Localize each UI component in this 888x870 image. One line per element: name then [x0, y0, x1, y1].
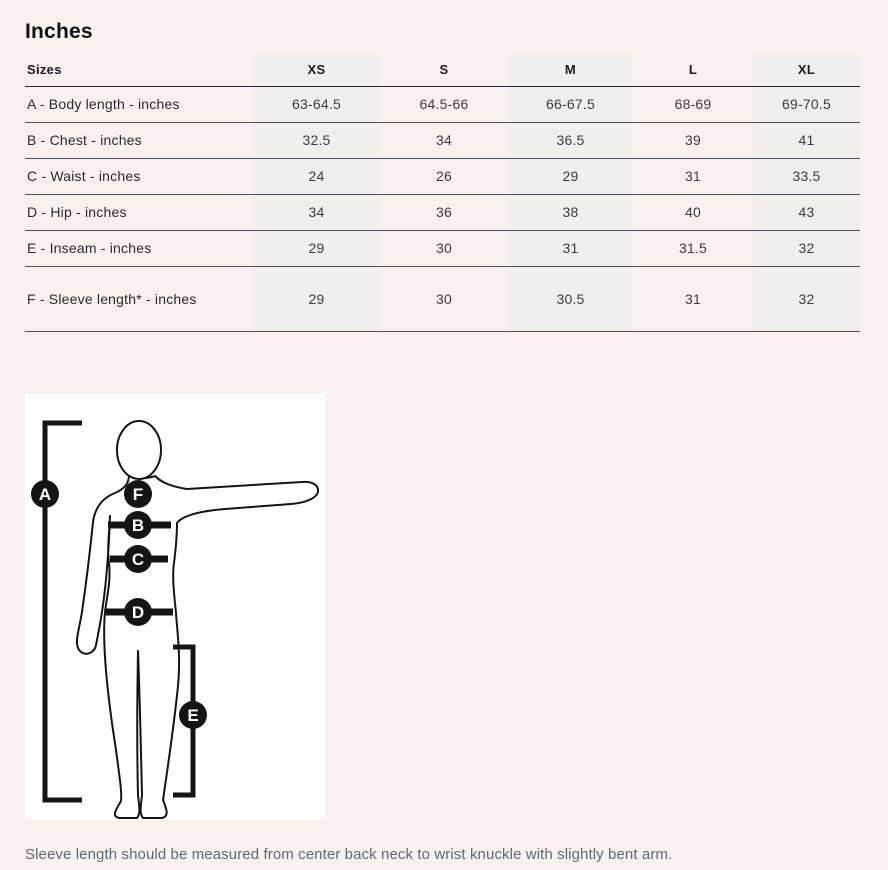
marker-c-label: C	[131, 549, 145, 569]
cell-value: 34	[253, 194, 380, 230]
mannequin-head	[117, 421, 161, 479]
sleeve-length-note: Sleeve length should be measured from center back neck to wrist knuckle with slightly bent arm.	[25, 845, 673, 863]
table-row-inseam	[25, 230, 860, 266]
table-row-waist	[25, 158, 860, 194]
marker-a-label: A	[38, 484, 52, 504]
marker-f	[124, 480, 152, 508]
row-label: C - Waist - inches	[27, 168, 141, 184]
cell-value: 39	[685, 132, 701, 148]
cell-value: 24	[253, 158, 380, 194]
page-title: Inches	[25, 20, 93, 43]
cell-value: 38	[508, 194, 633, 230]
col-header-s: S	[439, 62, 449, 78]
marker-f-label: F	[132, 484, 144, 504]
cell-value: 68-69	[674, 96, 712, 112]
cell-value: 32	[753, 230, 860, 266]
col-header-m: M	[508, 54, 633, 86]
measurement-diagram	[25, 394, 325, 820]
cell-value: 32	[753, 266, 860, 331]
cell-value: 29	[508, 158, 633, 194]
marker-d-label: D	[131, 602, 145, 622]
cell-value: 41	[753, 122, 860, 158]
cell-value: 26	[436, 168, 452, 184]
cell-value: 29	[253, 230, 380, 266]
cell-value: 63-64.5	[253, 86, 380, 122]
col-header-l: L	[688, 62, 698, 78]
cell-value: 36.5	[508, 122, 633, 158]
cell-value: 30	[436, 290, 452, 307]
cell-value: 43	[753, 194, 860, 230]
marker-c	[124, 545, 152, 573]
marker-b-label: B	[131, 515, 145, 535]
marker-b	[124, 511, 152, 539]
marker-e-label: E	[187, 705, 199, 725]
col-header-sizes: Sizes	[27, 62, 62, 78]
marker-d	[124, 598, 152, 626]
cell-value: 36	[436, 204, 452, 220]
marker-a	[31, 480, 59, 508]
cell-value: 31.5	[678, 240, 708, 256]
size-chart-table	[25, 54, 860, 332]
size-guide-page	[0, 20, 888, 863]
cell-value: 40	[685, 204, 701, 220]
table-row-sleeve-length	[25, 266, 860, 331]
table-row-chest	[25, 122, 860, 158]
cell-value: 66-67.5	[508, 86, 633, 122]
cell-value: 29	[253, 266, 380, 331]
body-length-bracket	[45, 423, 82, 800]
row-label: B - Chest - inches	[27, 132, 142, 148]
cell-value: 34	[436, 132, 452, 148]
body-measurement-figure-icon	[25, 394, 325, 820]
cell-value: 69-70.5	[753, 86, 860, 122]
cell-value: 33.5	[753, 158, 860, 194]
table-row-hip	[25, 194, 860, 230]
col-header-xs: XS	[253, 54, 380, 86]
cell-value: 30	[436, 240, 452, 256]
cell-value: 32.5	[253, 122, 380, 158]
cell-value: 31	[685, 290, 701, 307]
row-label: E - Inseam - inches	[27, 240, 152, 256]
row-label: F - Sleeve length* - inches	[27, 290, 197, 307]
cell-value: 64.5-66	[419, 96, 469, 112]
col-header-xl: XL	[753, 54, 860, 86]
row-label: D - Hip - inches	[27, 204, 127, 220]
cell-value: 31	[685, 168, 701, 184]
size-table-header-row	[25, 54, 860, 86]
marker-e	[179, 701, 207, 729]
table-row-body-length	[25, 86, 860, 122]
row-label: A - Body length - inches	[27, 96, 180, 112]
cell-value: 31	[508, 230, 633, 266]
cell-value: 30.5	[508, 266, 633, 331]
